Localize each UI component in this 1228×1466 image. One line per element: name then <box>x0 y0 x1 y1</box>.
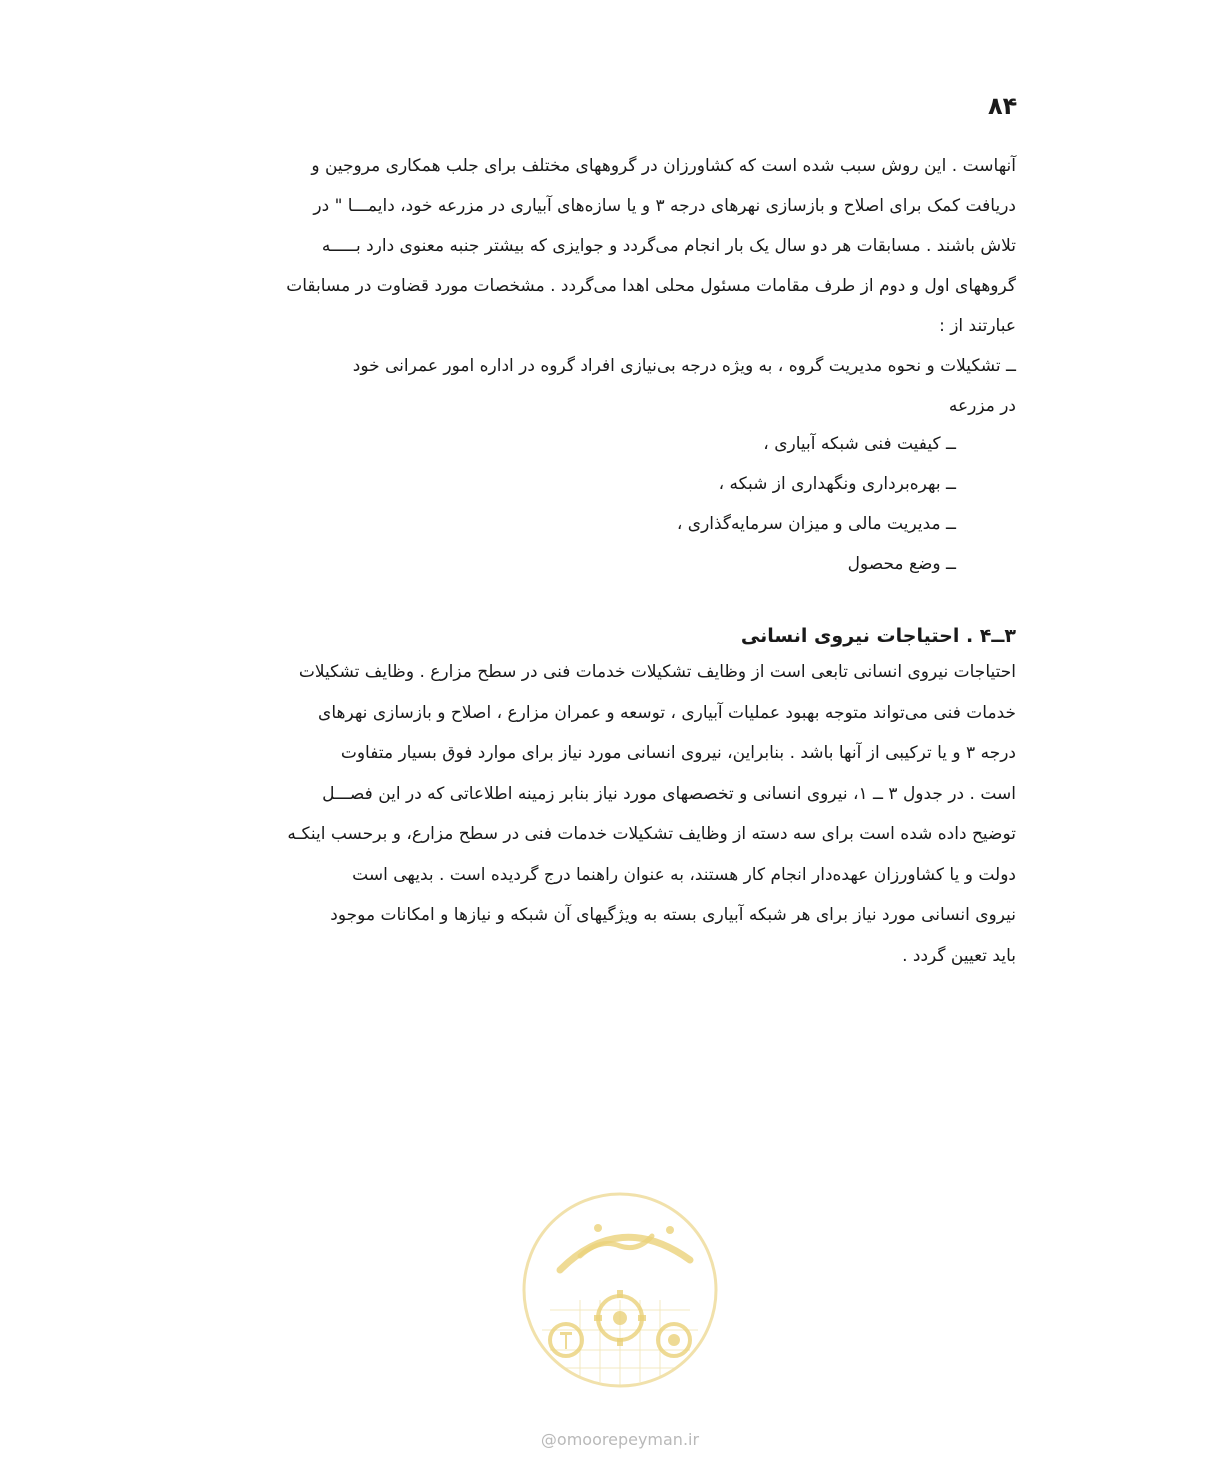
text-line: در مزرعه <box>948 396 1016 416</box>
paragraph-manpower <box>160 652 1016 976</box>
page-number: ۸۴ <box>988 92 1018 120</box>
text-line: احتیاجات نیروی انسانی تابعی است از وظایف تشکیلات خدمات فنی در سطح مزارع . وظایف تشکیلات <box>298 662 1016 682</box>
paragraph-competition <box>160 146 1016 426</box>
watermark-caption: @omoorepeyman.ir <box>540 1430 700 1449</box>
text-line: باید تعیین گردد . <box>902 945 1016 966</box>
section-heading: ۳ــ۴ . احتیاجات نیروی انسانی <box>740 625 1016 647</box>
list-item: ــ وضع محصول <box>847 554 956 574</box>
text-line: ــ تشکیلات و نحوه مدیریت گروه ، به ویژه درجه بی‌نیازی افراد گروه در اداره امور عمرانی خود <box>352 356 1016 376</box>
text-line: تلاش باشند . مسابقات هر دو سال یک بار انجام می‌گردد و جوایزی که بیشتر جنبه معنوی دارد بـــــه <box>321 236 1016 256</box>
list-item: ــ مدیریت مالی و میزان سرمایه‌گذاری ، <box>676 514 956 534</box>
watermark-seal-icon <box>520 1190 720 1390</box>
list-item: ــ کیفیت فنی شبکه آبیاری ، <box>763 434 956 454</box>
text-line: گروههای اول و دوم از طرف مقامات مسئول محلی اهدا می‌گردد . مشخصات مورد قضاوت در مسابقات <box>286 276 1016 296</box>
text-line: خدمات فنی می‌تواند متوجه بهبود عملیات آبیاری ، توسعه و عمران مزارع ، اصلاح و بازسازی نهرهای <box>318 702 1016 723</box>
criteria-list <box>160 424 1016 584</box>
text-line: توضیح داده شده است برای سه دسته از وظایف تشکیلات خدمات فنی در سطح مزارع، و برحسب اینکـه <box>287 824 1016 844</box>
text-line: دولت و یا کشاورزان عهده‌دار انجام کار هستند، به عنوان راهنما درج گردیده است . بدیهی است <box>352 864 1016 885</box>
text-line: درجه ۳ و یا ترکیبی از آنها باشد . بنابراین، نیروی انسانی مورد نیاز برای موارد فوق بسیار متفاوت <box>340 743 1016 763</box>
watermark-logo <box>520 1190 720 1390</box>
text-line: دریافت کمک برای اصلاح و بازسازی نهرهای درجه ۳ و یا سازه‌های آبیاری در مزرعه خود، دایمـــا " در <box>313 196 1016 216</box>
text-line: نیروی انسانی مورد نیاز برای هر شبکه آبیاری بسته به ویژگیهای آن شبکه و نیازها و امکانات موجود <box>330 905 1016 925</box>
text-line: آنهاست . این روش سبب شده است که کشاورزان در گروههای مختلف برای جلب همکاری مروجین و <box>311 156 1016 176</box>
list-item: ــ بهره‌برداری ونگهداری از شبکه ، <box>718 474 956 494</box>
text-line: است . در جدول ۳ ــ ۱، نیروی انسانی و تخصصهای مورد نیاز بنابر زمینه اطلاعاتی که در این فصـــل <box>322 783 1016 804</box>
text-line: عبارتند از : <box>939 316 1016 336</box>
